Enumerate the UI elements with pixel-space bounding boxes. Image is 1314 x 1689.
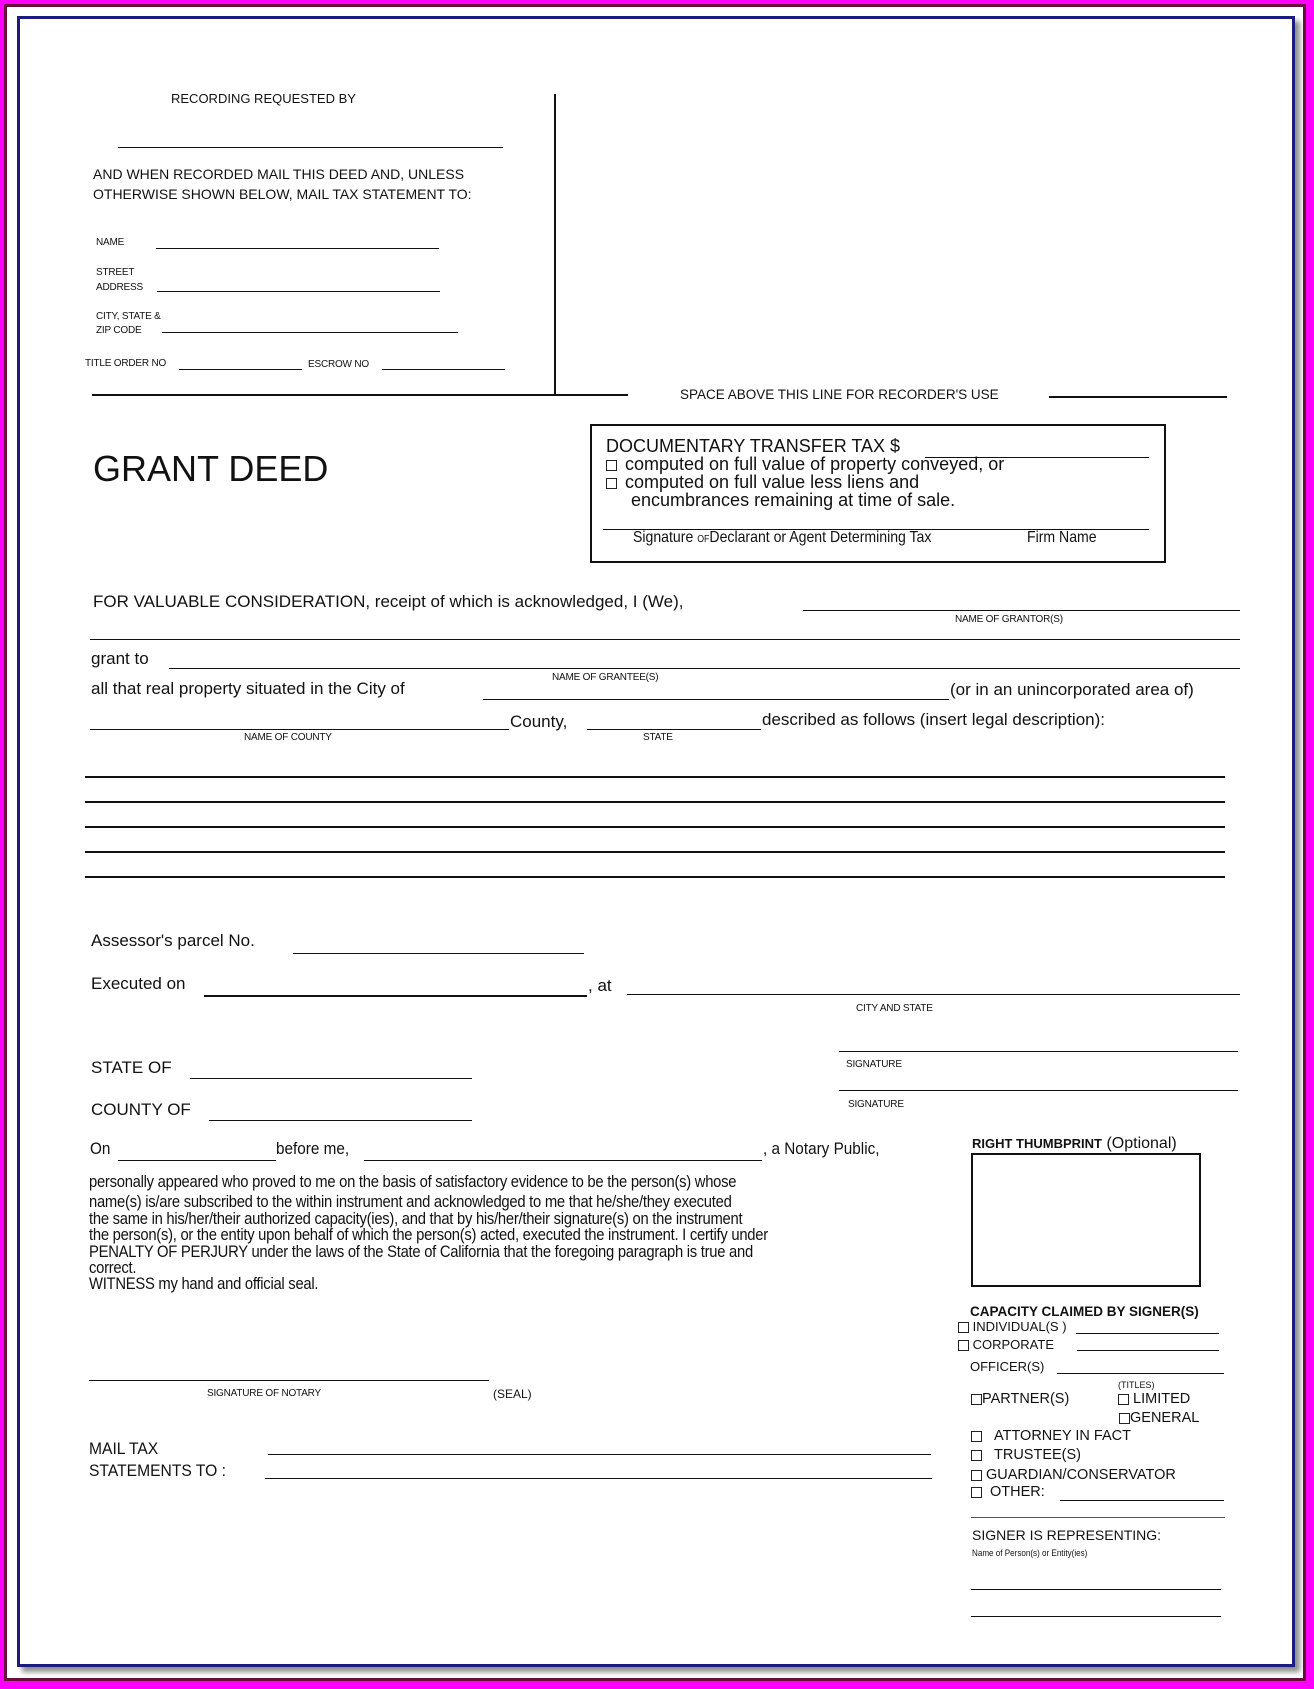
- consideration-text: FOR VALUABLE CONSIDERATION, receipt of which is acknowledged, I (We),: [93, 592, 684, 611]
- grantee-caption: NAME OF GRANTEE(S): [552, 672, 659, 683]
- capacity-other[interactable]: OTHER:: [971, 1484, 1045, 1500]
- header-divider-horizontal: [92, 394, 628, 396]
- county-of-field[interactable]: [209, 1120, 472, 1121]
- checkbox-icon[interactable]: [606, 478, 617, 489]
- capacity-limited[interactable]: LIMITED: [1118, 1391, 1190, 1407]
- capacity-partners[interactable]: PARTNER(S): [971, 1391, 1069, 1407]
- capacity-attorney[interactable]: ATTORNEY IN FACT: [971, 1428, 1131, 1444]
- legal-description-line-4[interactable]: [85, 851, 1225, 853]
- city-state-zip-field[interactable]: [162, 332, 458, 333]
- legal-description-line-3[interactable]: [85, 826, 1225, 828]
- described-label: described as follows (insert legal description):: [762, 710, 1105, 729]
- grantor-field[interactable]: [803, 610, 1240, 611]
- seal-label: (SEAL): [493, 1387, 532, 1401]
- recording-requested-field[interactable]: [118, 147, 503, 148]
- tax-option-less-liens-line2: encumbrances remaining at time of sale.: [631, 490, 956, 510]
- city-state-caption: CITY AND STATE: [856, 1003, 933, 1014]
- title-order-label: TITLE ORDER NO: [85, 358, 167, 369]
- mail-instructions-line2: OTHERWISE SHOWN BELOW, MAIL TAX STATEMENT TO:: [93, 186, 472, 202]
- city-field[interactable]: [483, 699, 949, 700]
- legal-description-line-1[interactable]: [85, 776, 1225, 778]
- grantor-caption: NAME OF GRANTOR(S): [955, 614, 1063, 625]
- street-address-field[interactable]: [157, 291, 440, 292]
- street-label-2: ADDRESS: [96, 282, 143, 293]
- tax-option-full-value[interactable]: [606, 455, 1004, 473]
- transfer-tax-heading: DOCUMENTARY TRANSFER TAX $: [606, 436, 901, 456]
- state-of-label: STATE OF: [91, 1058, 172, 1077]
- officers-label: OFFICER(S): [970, 1359, 1045, 1374]
- signature-field-2[interactable]: [839, 1090, 1238, 1091]
- state-of-field[interactable]: [190, 1078, 472, 1079]
- capacity-guardian[interactable]: GUARDIAN/CONSERVATOR: [971, 1467, 1176, 1483]
- corporate-field[interactable]: [1077, 1350, 1219, 1351]
- tax-signature-caption: Signature OFDeclarant or Agent Determining Tax: [633, 529, 932, 546]
- recording-requested-label: RECORDING REQUESTED BY: [171, 91, 356, 106]
- header-divider-vertical: [554, 94, 556, 395]
- checkbox-icon[interactable]: [606, 460, 617, 471]
- grantee-field[interactable]: [169, 668, 1240, 669]
- county-label: County,: [510, 712, 568, 731]
- notary-signature-caption: SIGNATURE OF NOTARY: [207, 1388, 321, 1399]
- checkbox-icon[interactable]: [971, 1487, 982, 1498]
- executed-on-label: Executed on: [91, 974, 186, 993]
- state-field[interactable]: [587, 729, 761, 730]
- checkbox-icon[interactable]: [958, 1340, 969, 1351]
- county-caption: NAME OF COUNTY: [244, 732, 332, 743]
- city-label-1: CITY, STATE &: [96, 311, 161, 322]
- mail-tax-field-1[interactable]: [268, 1454, 931, 1455]
- on-label: On: [90, 1139, 111, 1158]
- tax-option-full-value-label: computed on full value of property conveyed, or: [625, 454, 1005, 474]
- checkbox-icon[interactable]: [971, 1431, 982, 1442]
- checkbox-icon[interactable]: [1119, 1413, 1130, 1424]
- escrow-label: ESCROW NO: [308, 359, 369, 370]
- unincorporated-label: (or in an unincorporated area of): [950, 680, 1194, 699]
- grantor-field-2[interactable]: [90, 639, 1240, 640]
- parcel-field[interactable]: [293, 953, 584, 954]
- city-label-2: ZIP CODE: [96, 325, 142, 336]
- other-field[interactable]: [1060, 1500, 1224, 1501]
- thumbprint-box[interactable]: [971, 1153, 1201, 1287]
- recorder-line: [1049, 396, 1227, 398]
- name-field[interactable]: [156, 248, 439, 249]
- mail-instructions-line1: AND WHEN RECORDED MAIL THIS DEED AND, UNLESS: [93, 166, 465, 182]
- escrow-field[interactable]: [382, 369, 505, 370]
- name-label: NAME: [96, 237, 125, 248]
- parcel-label: Assessor's parcel No.: [91, 931, 255, 950]
- officers-field[interactable]: [1057, 1373, 1224, 1374]
- capacity-divider: [971, 1517, 1225, 1518]
- capacity-corporate[interactable]: CORPORATE: [958, 1337, 1054, 1352]
- capacity-general[interactable]: GENERAL: [1119, 1410, 1199, 1426]
- mail-tax-label-2: STATEMENTS TO :: [89, 1461, 227, 1480]
- notary-date-field[interactable]: [118, 1160, 276, 1161]
- legal-description-line-2[interactable]: [85, 801, 1225, 803]
- capacity-heading: CAPACITY CLAIMED BY SIGNER(S): [970, 1304, 1199, 1319]
- signature-caption-1: SIGNATURE: [846, 1059, 902, 1070]
- title-order-field[interactable]: [179, 369, 302, 370]
- street-label-1: STREET: [96, 267, 135, 278]
- notary-name-field[interactable]: [364, 1160, 762, 1161]
- capacity-individual[interactable]: INDIVIDUAL(S ): [958, 1319, 1067, 1334]
- signature-caption-2: SIGNATURE: [848, 1099, 904, 1110]
- checkbox-icon[interactable]: [971, 1450, 982, 1461]
- notary-signature-field[interactable]: [89, 1380, 489, 1381]
- thumbprint-label: RIGHT THUMBPRINT (Optional): [972, 1135, 1177, 1152]
- tax-option-less-liens[interactable]: [606, 473, 919, 491]
- county-of-label: COUNTY OF: [91, 1100, 191, 1119]
- page-title: GRANT DEED: [93, 448, 329, 489]
- county-field[interactable]: [90, 729, 509, 730]
- city-and-state-field[interactable]: [627, 994, 1240, 995]
- state-caption: STATE: [643, 732, 673, 743]
- representing-field-1[interactable]: [971, 1589, 1221, 1590]
- notary-acknowledgment-text: personally appeared who proved to me on the basis of satisfactory evidence to be the person(s) whose name(s) is/are subscribed to the within instrument and acknowledged to me that he/she/they executed the same in his/her/their authorized capacity(ies), and that by his/her/their signature(s) on the instrument the person(s), or the entity upon behalf of which the person(s) acted, executed the instrument. I certify under PENALTY OF PERJURY under the laws of the State of California that the foregoing paragraph is true and correct. WITNESS my hand and official seal.: [89, 1172, 768, 1294]
- representing-field-2[interactable]: [971, 1616, 1221, 1617]
- mail-tax-field-2[interactable]: [265, 1478, 932, 1479]
- representing-label: SIGNER IS REPRESENTING:: [972, 1527, 1162, 1543]
- at-label: , at: [588, 976, 612, 995]
- city-of-label: all that real property situated in the City of: [91, 679, 405, 698]
- document-page: [17, 16, 1295, 1667]
- mail-tax-label-1: MAIL TAX: [89, 1439, 159, 1458]
- individual-field[interactable]: [1076, 1333, 1219, 1334]
- signature-field-1[interactable]: [839, 1051, 1238, 1052]
- checkbox-icon[interactable]: [958, 1322, 969, 1333]
- before-me-label: before me,: [276, 1139, 350, 1158]
- grant-to-label: grant to: [91, 649, 149, 668]
- notary-public-label: , a Notary Public,: [763, 1139, 880, 1158]
- capacity-trustee[interactable]: TRUSTEE(S): [971, 1447, 1081, 1463]
- representing-caption: Name of Person(s) or Entity(ies): [972, 1548, 1088, 1559]
- checkbox-icon[interactable]: [1118, 1394, 1129, 1405]
- checkbox-icon[interactable]: [971, 1470, 982, 1481]
- firm-name-caption: Firm Name: [1027, 529, 1097, 546]
- legal-description-line-5[interactable]: [85, 876, 1225, 878]
- titles-caption: (TITLES): [1118, 1380, 1155, 1390]
- executed-date-field[interactable]: [204, 995, 587, 997]
- recorder-space-label: SPACE ABOVE THIS LINE FOR RECORDER'S USE: [680, 387, 999, 402]
- checkbox-icon[interactable]: [971, 1394, 982, 1405]
- tax-option-less-liens-label: computed on full value less liens and: [625, 472, 920, 492]
